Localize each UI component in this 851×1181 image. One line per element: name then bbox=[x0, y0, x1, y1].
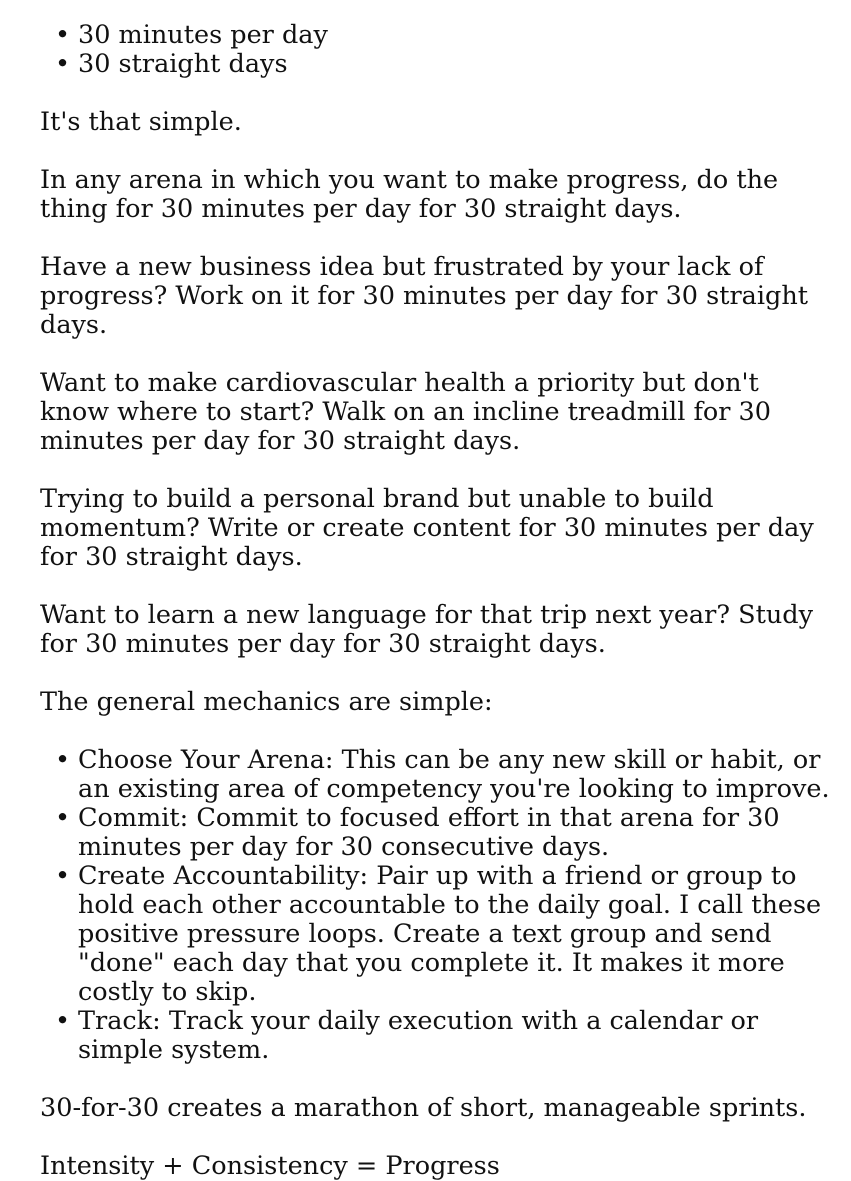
list-item: • 30 straight days bbox=[78, 50, 831, 79]
paragraph-marathon: 30-for-30 creates a marathon of short, manageable sprints. bbox=[40, 1093, 807, 1123]
paragraph-brand: Trying to build a personal brand but unable to build momentum? Write or create content for 30 minutes per day for 30 straight days. bbox=[40, 484, 814, 572]
list-item: • Choose Your Arena: This can be any new skill or habit, or an existing area of competency you're looking to improve. bbox=[78, 746, 831, 804]
list-item: • Track: Track your daily execution with a calendar or simple system. bbox=[78, 1007, 831, 1065]
mechanics-bullet-list bbox=[40, 746, 831, 1065]
paragraph-equation: Intensity + Consistency = Progress bbox=[40, 1151, 500, 1181]
list-item: • Create Accountability: Pair up with a friend or group to hold each other accountable to the daily goal. I call these positive pressure loops. Create a text group and send "done" each day that you complete it. It makes it more costly to skip. bbox=[78, 862, 831, 1007]
paragraph-business: Have a new business idea but frustrated by your lack of progress? Work on it for 30 minutes per day for 30 straight days. bbox=[40, 252, 809, 340]
paragraph-language: Want to learn a new language for that trip next year? Study for 30 minutes per day for 30 straight days. bbox=[40, 600, 813, 659]
list-item: • Commit: Commit to focused effort in that arena for 30 minutes per day for 30 consecutive days. bbox=[78, 804, 831, 862]
list-item: • 30 minutes per day bbox=[78, 21, 831, 50]
paragraph-simple: It's that simple. bbox=[40, 107, 242, 137]
paragraph-mechanics-intro: The general mechanics are simple: bbox=[40, 687, 493, 717]
paragraph-arena: In any arena in which you want to make progress, do the thing for 30 minutes per day for 30 straight days. bbox=[40, 165, 779, 224]
paragraph-cardio: Want to make cardiovascular health a priority but don't know where to start? Walk on an incline treadmill for 30 minutes per day for 30 straight days. bbox=[40, 368, 771, 456]
top-bullet-list bbox=[40, 21, 831, 79]
